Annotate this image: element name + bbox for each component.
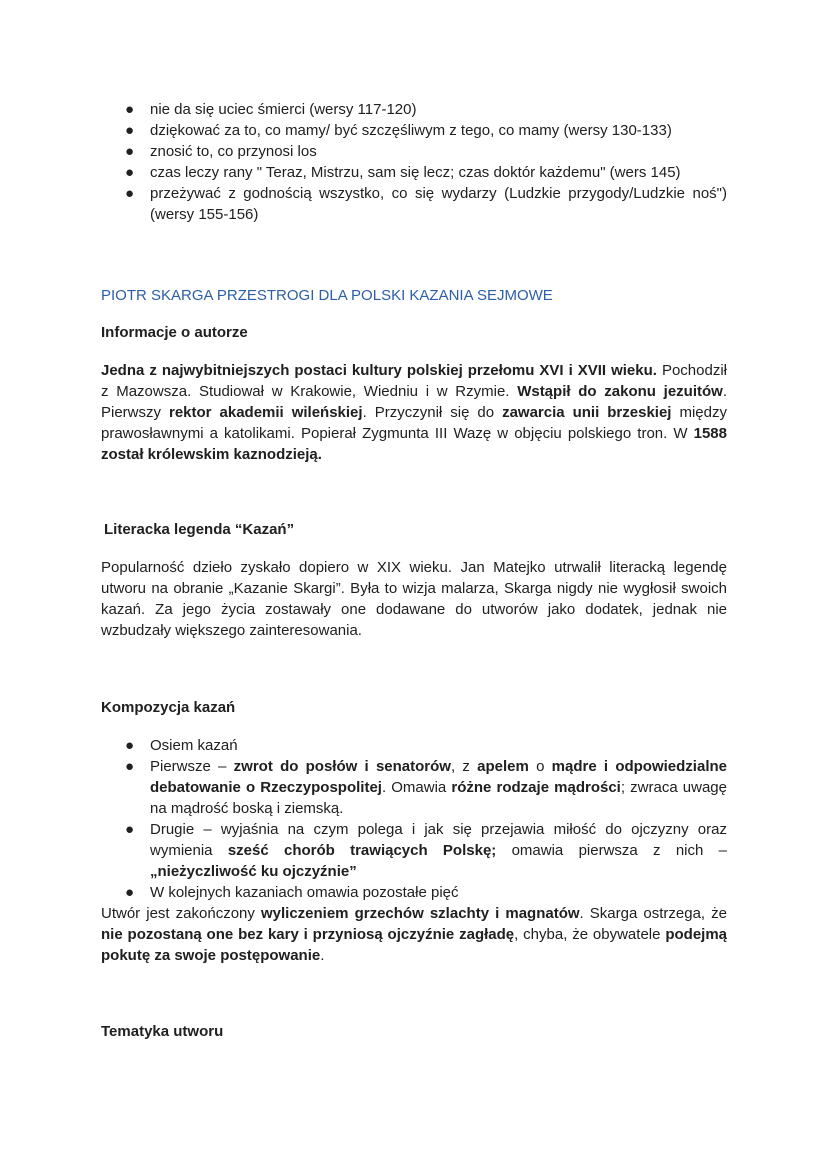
author-heading: Informacje o autorze [101,324,248,341]
legend-paragraph: Popularność dzieło zyskało dopiero w XIX wieku. Jan Matejko utrwalił literacką legendę utworu na obranie „Kazanie Skargi”. Była to wizja malarza, Skarga nigdy nie wygłosił swoich kazań. Za jego życia zostawały one dodawane do utworów jako dodatek, jednak nie wzbudzały większego zainteresowania. [101,559,727,639]
bullet-icon: ● [125,101,135,118]
bullet-icon: ● [125,143,135,160]
list-item: ● Pierwsze – zwrot do posłów i senatorów, z apelem o mądre i odpowiedzialne debatowanie o Rzeczypospolitej. Omawia różne rodzaje mądrości; zwraca uwagę na mądrość boską i ziemską. [125,758,727,817]
composition-heading: Kompozycja kazań [101,699,236,716]
bullet-icon: ● [125,185,135,202]
composition-list [101,735,727,903]
bullet-icon: ● [125,164,135,181]
composition-closing: Utwór jest zakończony wyliczeniem grzechów szlachty i magnatów. Skarga ostrzega, że nie pozostaną one bez kary i przyniosą ojczyźnie zagładę, chyba, że obywatele podejmą pokutę za swoje postępowanie. [101,905,728,964]
bullet-icon: ● [125,737,135,754]
legend-heading: Literacka legenda “Kazań” [104,521,295,538]
bullet-icon: ● [125,884,135,901]
list-item: ● znosić to, co przynosi los [125,143,317,160]
list-item: ● Osiem kazań [125,737,238,754]
list-item: ● W kolejnych kazaniach omawia pozostałe pięć [125,884,459,901]
list-item: ● czas leczy rany " Teraz, Mistrzu, sam się lecz; czas doktór każdemu" (wers 145) [125,164,681,181]
author-paragraph: Jedna z najwybitniejszych postaci kultury polskiej przełomu XVI i XVII wieku. Pochodził z Mazowsza. Studiował w Krakowie, Wiedniu i w Rzymie. Wstąpił do zakonu jezuitów. Pierwszy rektor akademii wileńskiej. Przyczynił się do zawarcia unii brzeskiej między prawosławnymi a katolikami. Popierał Zygmunta III Wazę w objęciu polskiego tron. W 1588 został królewskim kaznodzieją. [101,362,727,463]
themes-heading: Tematyka utworu [101,1023,224,1040]
lesson-list [101,99,727,225]
list-item: ● nie da się uciec śmierci (wersy 117-120) [125,101,417,118]
list-item: ● dziękować za to, co mamy/ być szczęśliwym z tego, co mamy (wersy 130-133) [125,122,672,139]
list-item: ● Drugie – wyjaśnia na czym polega i jak się przejawia miłość do ojczyzny oraz wymienia sześć chorób trawiących Polskę; omawia pierwsza z nich – „nieżyczliwość ku ojczyźnie” [125,821,727,880]
section-title: PIOTR SKARGA PRZESTROGI DLA POLSKI KAZANIA SEJMOWE [101,287,553,304]
bullet-icon: ● [125,122,135,139]
bullet-icon: ● [125,821,135,838]
list-item: ● przeżywać z godnością wszystko, co się wydarzy (Ludzkie przygody/Ludzkie noś") (wersy 155-156) [125,185,727,223]
bullet-icon: ● [125,758,135,775]
